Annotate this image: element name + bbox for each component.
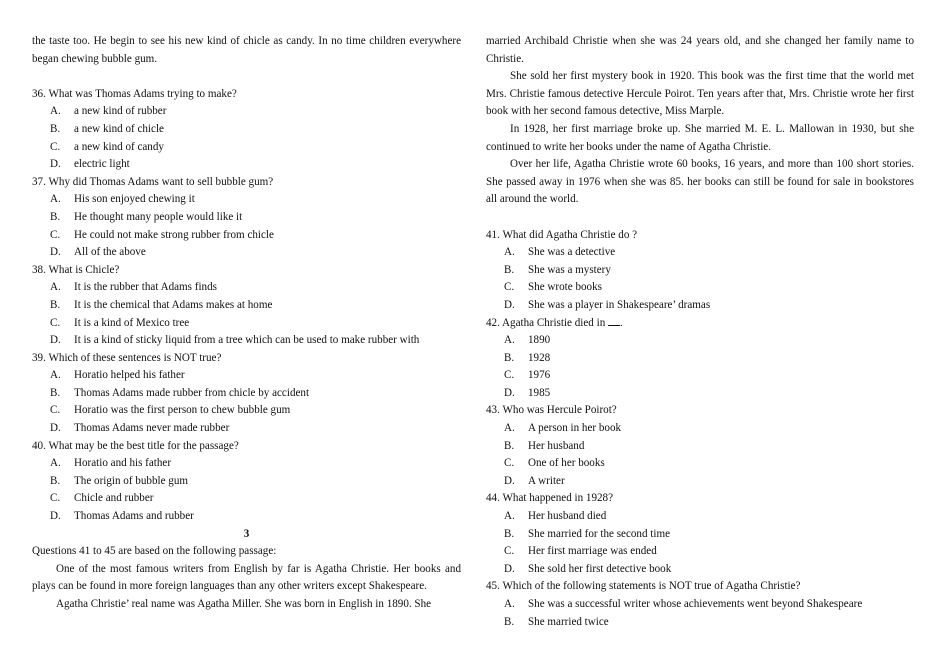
option-c: C. Chicle and rubber xyxy=(50,492,154,505)
option-a: A. She was a detective xyxy=(504,246,616,259)
passage-paragraph-5: Over her life, Agatha Christie wrote 60 books, 16 years, and more than 100 short stories. She passed away in 1976 when she was 85. her books can still be found for sale in bookstores all around the world. xyxy=(486,158,914,206)
option-c: C. She wrote books xyxy=(504,281,602,294)
section-intro: Questions 41 to 45 are based on the following passage: xyxy=(32,545,277,558)
option-d: D. electric light xyxy=(50,158,130,171)
option-b: B. 1928 xyxy=(504,351,551,364)
option-c: C. He could not make strong rubber from chicle xyxy=(50,228,274,241)
question-41 xyxy=(486,227,914,315)
option-c: C. Her first marriage was ended xyxy=(504,545,657,558)
option-b: B. He thought many people would like it xyxy=(50,210,243,223)
option-d: D. She was a player in Shakespeare’ dramas xyxy=(504,298,711,311)
question-stem: 41. What did Agatha Christie do ? xyxy=(486,228,638,241)
question-39 xyxy=(32,350,461,438)
left-column xyxy=(32,33,461,614)
question-stem: 45. Which of the following statements is NOT true of Agatha Christie? xyxy=(486,580,801,593)
option-a: A. Horatio and his father xyxy=(50,457,172,470)
question-44 xyxy=(486,490,914,578)
option-b: B. The origin of bubble gum xyxy=(50,474,188,487)
passage-paragraph-1: One of the most famous writers from English by far is Agatha Christie. Her books and plays can be found in more foreign languages than any other writers except Shakespeare. xyxy=(32,562,461,593)
option-b: B. It is the chemical that Adams makes at home xyxy=(50,298,273,311)
question-stem: 37. Why did Thomas Adams want to sell bubble gum? xyxy=(32,175,274,188)
question-stem: 38. What is Chicle? xyxy=(32,263,120,276)
option-a: A. A person in her book xyxy=(504,422,622,435)
question-stem: 42. Agatha Christie died in . xyxy=(486,316,623,329)
spacer xyxy=(486,209,914,227)
question-42 xyxy=(486,315,914,403)
question-36 xyxy=(32,86,461,174)
question-stem: 40. What may be the best title for the passage? xyxy=(32,439,239,452)
option-c: C. One of her books xyxy=(504,457,605,470)
spacer xyxy=(32,68,461,86)
option-a: A. a new kind of rubber xyxy=(50,105,167,118)
option-c: C. 1976 xyxy=(504,369,551,382)
question-stem: 36. What was Thomas Adams trying to make? xyxy=(32,87,237,100)
option-d: D. Thomas Adams and rubber xyxy=(50,510,194,523)
section-number: 3 xyxy=(243,527,250,540)
option-b: B. a new kind of chicle xyxy=(50,122,164,135)
question-37 xyxy=(32,174,461,262)
option-a: A. Her husband died xyxy=(504,510,607,523)
passage-paragraph-4: In 1928, her first marriage broke up. She married M. E. L. Mallowan in 1930, but she continued to write her books under the name of Agatha Christie. xyxy=(486,122,914,153)
question-40 xyxy=(32,438,461,526)
option-d: D. All of the above xyxy=(50,246,146,259)
passage-continuation: the taste too. He begin to see his new kind of chicle as candy. In no time children everywhere began chewing bubble gum. xyxy=(32,35,461,65)
question-45 xyxy=(486,578,914,631)
answer-blank xyxy=(608,315,620,326)
question-38 xyxy=(32,262,461,350)
option-a: A. His son enjoyed chewing it xyxy=(50,193,195,206)
passage-paragraph-3: She sold her first mystery book in 1920. This book was the first time that the world met Mrs. Christie famous detective Hercule Poirot. Ten years after that, Mrs. Christie wrote her first book with her second famous detective, Miss Marple. xyxy=(486,70,914,118)
option-d: D. She sold her first detective book xyxy=(504,562,672,575)
passage-paragraph-2-continued: married Archibald Christie when she was 24 years old, and she changed her family name to Christie. xyxy=(486,35,914,65)
option-d: D. 1985 xyxy=(504,386,551,399)
option-c: C. a new kind of candy xyxy=(50,140,164,153)
option-b: B. She married for the second time xyxy=(504,527,671,540)
option-a: A. Horatio helped his father xyxy=(50,369,185,382)
option-d: D. It is a kind of sticky liquid from a tree which can be used to make rubber with xyxy=(50,334,420,347)
question-stem: 44. What happened in 1928? xyxy=(486,492,614,505)
question-stem: 43. Who was Hercule Poirot? xyxy=(486,404,617,417)
option-d: D. Thomas Adams never made rubber xyxy=(50,422,230,435)
option-a: A. She was a successful writer whose achievements went beyond Shakespeare xyxy=(504,598,863,610)
option-b: B. Thomas Adams made rubber from chicle by accident xyxy=(50,386,310,399)
option-b: B. Her husband xyxy=(504,439,585,452)
question-stem: 39. Which of these sentences is NOT true? xyxy=(32,351,222,364)
option-a: A. It is the rubber that Adams finds xyxy=(50,281,217,294)
option-b: B. She was a mystery xyxy=(504,263,611,276)
option-b: B. She married twice xyxy=(504,615,609,628)
right-column xyxy=(486,33,914,631)
question-43 xyxy=(486,402,914,490)
option-a: A. 1890 xyxy=(504,334,551,347)
option-d: D. A writer xyxy=(504,474,565,487)
option-c: C. Horatio was the first person to chew bubble gum xyxy=(50,404,291,417)
passage-paragraph-2: Agatha Christie’ real name was Agatha Miller. She was born in English in 1890. She xyxy=(56,598,432,610)
option-c: C. It is a kind of Mexico tree xyxy=(50,316,190,329)
